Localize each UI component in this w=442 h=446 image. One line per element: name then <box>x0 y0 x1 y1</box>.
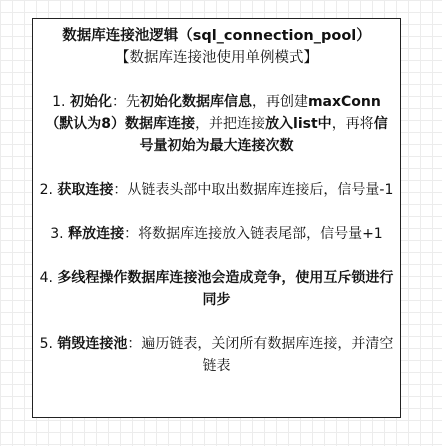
step-number: 4. <box>39 270 53 286</box>
step-text: ，并把连接 <box>195 116 266 132</box>
step-label: 释放连接 <box>68 226 125 242</box>
step-text-bold: 放入list中 <box>265 116 332 132</box>
connection-pool-note[interactable] <box>32 18 401 418</box>
step-text: ：遍历链表，关闭所有数据库连接，并清空链表 <box>127 336 394 374</box>
step-synchronize <box>39 267 394 311</box>
step-acquire <box>39 179 394 201</box>
step-number: 2. <box>39 182 53 198</box>
note-subtitle: 【数据库连接池使用单例模式】 <box>115 50 318 66</box>
step-text-bold: maxConn（默认为8）数据库连接 <box>45 94 381 132</box>
step-initialize <box>39 91 394 157</box>
step-release <box>39 223 394 245</box>
step-text: ，再将 <box>331 116 374 132</box>
step-destroy <box>39 333 394 377</box>
step-text: ：先 <box>111 94 140 110</box>
step-label: 多线程操作数据库连接池会造成竞争，使用互斥锁进行同步 <box>57 270 394 308</box>
step-text-bold: 信号量初始为最大连接次数 <box>139 116 388 154</box>
step-number: 3. <box>50 226 64 242</box>
step-label: 获取连接 <box>57 182 114 198</box>
step-label: 销毁连接池 <box>57 336 128 352</box>
note-title: 数据库连接池逻辑（sql_connection_pool） <box>62 28 371 44</box>
step-number: 1. <box>52 94 66 110</box>
step-text: ：将数据库连接放入链表尾部，信号量+1 <box>124 226 383 242</box>
step-label: 初始化 <box>69 94 112 110</box>
step-text: ，再创建 <box>251 94 308 110</box>
step-text-bold: 初始化数据库信息 <box>139 94 252 110</box>
step-number: 5. <box>39 336 53 352</box>
step-text: ：从链表头部中取出数据库连接后，信号量-1 <box>113 182 394 198</box>
